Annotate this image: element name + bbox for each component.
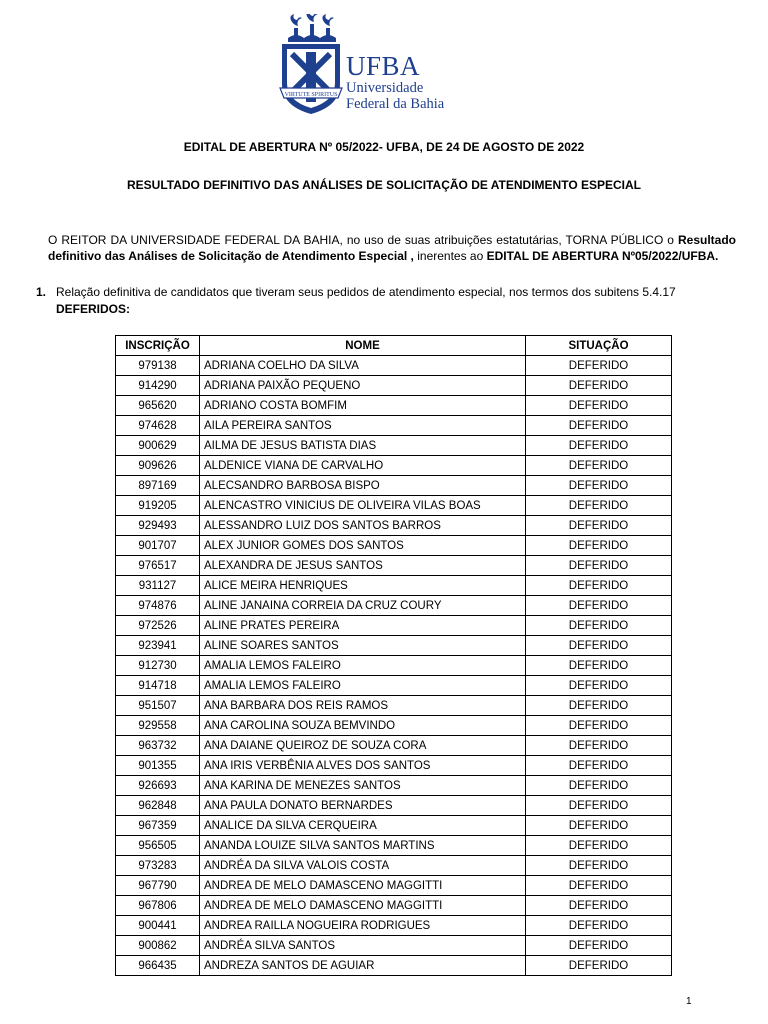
cell-nome: ANA PAULA DONATO BERNARDES bbox=[200, 796, 526, 816]
logo-ufba-text: UFBA bbox=[346, 51, 421, 81]
cell-nome: ALINE PRATES PEREIRA bbox=[200, 616, 526, 636]
cell-situacao: DEFERIDO bbox=[526, 756, 672, 776]
table-row bbox=[116, 876, 672, 896]
intro-text-1: O REITOR DA UNIVERSIDADE FEDERAL DA BAHIA, no uso de suas atribuições estatutárias, TORNA PÚBLICO o bbox=[48, 233, 674, 247]
table-row bbox=[116, 556, 672, 576]
table-row bbox=[116, 676, 672, 696]
table-row bbox=[116, 816, 672, 836]
cell-nome: ANA DAIANE QUEIROZ DE SOUZA CORA bbox=[200, 736, 526, 756]
cell-situacao: DEFERIDO bbox=[526, 376, 672, 396]
candidates-table bbox=[115, 335, 672, 976]
cell-nome: ADRIANA PAIXÃO PEQUENO bbox=[200, 376, 526, 396]
cell-inscricao: 966435 bbox=[116, 956, 200, 976]
cell-inscricao: 979138 bbox=[116, 356, 200, 376]
cell-situacao: DEFERIDO bbox=[526, 676, 672, 696]
item-status: DEFERIDOS: bbox=[56, 302, 131, 316]
edital-title: EDITAL DE ABERTURA Nº 05/2022- UFBA, DE 24 DE AGOSTO DE 2022 bbox=[183, 140, 585, 154]
table-row bbox=[116, 856, 672, 876]
cell-inscricao: 901355 bbox=[116, 756, 200, 776]
cell-situacao: DEFERIDO bbox=[526, 496, 672, 516]
cell-inscricao: 967806 bbox=[116, 896, 200, 916]
intro-text-4: EDITAL DE ABERTURA Nº05/2022/UFBA. bbox=[486, 249, 719, 263]
cell-nome: ADRIANA COELHO DA SILVA bbox=[200, 356, 526, 376]
cell-situacao: DEFERIDO bbox=[526, 736, 672, 756]
cell-nome: ANALICE DA SILVA CERQUEIRA bbox=[200, 816, 526, 836]
cell-nome: ALINE JANAINA CORREIA DA CRUZ COURY bbox=[200, 596, 526, 616]
cell-situacao: DEFERIDO bbox=[526, 956, 672, 976]
cell-inscricao: 900862 bbox=[116, 936, 200, 956]
cell-nome: ANDREA RAILLA NOGUEIRA RODRIGUES bbox=[200, 916, 526, 936]
cell-situacao: DEFERIDO bbox=[526, 436, 672, 456]
table-row bbox=[116, 916, 672, 936]
table-row bbox=[116, 636, 672, 656]
table-row bbox=[116, 936, 672, 956]
cell-inscricao: 951507 bbox=[116, 696, 200, 716]
cell-situacao: DEFERIDO bbox=[526, 796, 672, 816]
cell-nome: ALINE SOARES SANTOS bbox=[200, 636, 526, 656]
cell-situacao: DEFERIDO bbox=[526, 536, 672, 556]
cell-nome: ALDENICE VIANA DE CARVALHO bbox=[200, 456, 526, 476]
cell-situacao: DEFERIDO bbox=[526, 476, 672, 496]
cell-nome: ADRIANO COSTA BOMFIM bbox=[200, 396, 526, 416]
intro-text-2: Resultado definitivo das Análises de Solicitação de Atendimento Especial , bbox=[48, 233, 736, 263]
logo-line2: Federal da Bahia bbox=[346, 96, 445, 112]
cell-inscricao: 956505 bbox=[116, 836, 200, 856]
cell-nome: ANA CAROLINA SOUZA BEMVINDO bbox=[200, 716, 526, 736]
cell-inscricao: 974876 bbox=[116, 596, 200, 616]
table-row bbox=[116, 616, 672, 636]
cell-inscricao: 909626 bbox=[116, 456, 200, 476]
cell-situacao: DEFERIDO bbox=[526, 936, 672, 956]
cell-situacao: DEFERIDO bbox=[526, 716, 672, 736]
cell-inscricao: 900441 bbox=[116, 916, 200, 936]
cell-inscricao: 963732 bbox=[116, 736, 200, 756]
table-row bbox=[116, 456, 672, 476]
cell-inscricao: 914290 bbox=[116, 376, 200, 396]
cell-situacao: DEFERIDO bbox=[526, 636, 672, 656]
table-row bbox=[116, 356, 672, 376]
table-row bbox=[116, 376, 672, 396]
cell-inscricao: 919205 bbox=[116, 496, 200, 516]
cell-situacao: DEFERIDO bbox=[526, 576, 672, 596]
cell-nome: ANDRÉA SILVA SANTOS bbox=[200, 936, 526, 956]
logo-motto: VIRTUTE SPIRITUS bbox=[284, 92, 338, 98]
ufba-emblem-icon bbox=[278, 14, 344, 120]
cell-situacao: DEFERIDO bbox=[526, 916, 672, 936]
cell-situacao: DEFERIDO bbox=[526, 416, 672, 436]
cell-situacao: DEFERIDO bbox=[526, 836, 672, 856]
table-row bbox=[116, 756, 672, 776]
table-row bbox=[116, 656, 672, 676]
cell-inscricao: 923941 bbox=[116, 636, 200, 656]
cell-nome: ANDRÉA DA SILVA VALOIS COSTA bbox=[200, 856, 526, 876]
table-row bbox=[116, 496, 672, 516]
cell-situacao: DEFERIDO bbox=[526, 776, 672, 796]
cell-situacao: DEFERIDO bbox=[526, 896, 672, 916]
page-number: 1 bbox=[686, 996, 692, 1007]
cell-nome: ALEX JUNIOR GOMES DOS SANTOS bbox=[200, 536, 526, 556]
result-subtitle: RESULTADO DEFINITIVO DAS ANÁLISES DE SOLICITAÇÃO DE ATENDIMENTO ESPECIAL bbox=[126, 178, 642, 192]
item-number: 1. bbox=[36, 285, 47, 299]
table-row bbox=[116, 396, 672, 416]
cell-inscricao: 929558 bbox=[116, 716, 200, 736]
cell-nome: ANDREA DE MELO DAMASCENO MAGGITTI bbox=[200, 876, 526, 896]
cell-nome: AILA PEREIRA SANTOS bbox=[200, 416, 526, 436]
ufba-logo bbox=[278, 14, 478, 124]
cell-inscricao: 914718 bbox=[116, 676, 200, 696]
logo-line1: Universidade bbox=[346, 80, 424, 96]
cell-nome: AILMA DE JESUS BATISTA DIAS bbox=[200, 436, 526, 456]
cell-nome: ALESSANDRO LUIZ DOS SANTOS BARROS bbox=[200, 516, 526, 536]
cell-nome: ALICE MEIRA HENRIQUES bbox=[200, 576, 526, 596]
table-row bbox=[116, 956, 672, 976]
cell-nome: ANANDA LOUIZE SILVA SANTOS MARTINS bbox=[200, 836, 526, 856]
cell-situacao: DEFERIDO bbox=[526, 516, 672, 536]
cell-situacao: DEFERIDO bbox=[526, 356, 672, 376]
cell-inscricao: 929493 bbox=[116, 516, 200, 536]
table-row bbox=[116, 776, 672, 796]
cell-nome: ALEXANDRA DE JESUS SANTOS bbox=[200, 556, 526, 576]
table-row bbox=[116, 796, 672, 816]
cell-situacao: DEFERIDO bbox=[526, 656, 672, 676]
table-row bbox=[116, 436, 672, 456]
table-row bbox=[116, 576, 672, 596]
cell-nome: ALENCASTRO VINICIUS DE OLIVEIRA VILAS BOAS bbox=[200, 496, 526, 516]
cell-inscricao: 962848 bbox=[116, 796, 200, 816]
table-row bbox=[116, 896, 672, 916]
cell-inscricao: 972526 bbox=[116, 616, 200, 636]
table-row bbox=[116, 736, 672, 756]
cell-situacao: DEFERIDO bbox=[526, 596, 672, 616]
table-row bbox=[116, 716, 672, 736]
cell-nome: ANDREZA SANTOS DE AGUIAR bbox=[200, 956, 526, 976]
cell-nome: ANA IRIS VERBÊNIA ALVES DOS SANTOS bbox=[200, 756, 526, 776]
cell-inscricao: 926693 bbox=[116, 776, 200, 796]
table-row bbox=[116, 516, 672, 536]
table-row bbox=[116, 416, 672, 436]
cell-situacao: DEFERIDO bbox=[526, 856, 672, 876]
table-row bbox=[116, 596, 672, 616]
cell-nome: ANA KARINA DE MENEZES SANTOS bbox=[200, 776, 526, 796]
cell-inscricao: 973283 bbox=[116, 856, 200, 876]
cell-situacao: DEFERIDO bbox=[526, 456, 672, 476]
cell-inscricao: 901707 bbox=[116, 536, 200, 556]
cell-inscricao: 931127 bbox=[116, 576, 200, 596]
cell-nome: ANDREA DE MELO DAMASCENO MAGGITTI bbox=[200, 896, 526, 916]
cell-situacao: DEFERIDO bbox=[526, 696, 672, 716]
table-header-row bbox=[116, 336, 672, 356]
header-situacao: SITUAÇÃO bbox=[526, 336, 672, 356]
cell-situacao: DEFERIDO bbox=[526, 816, 672, 836]
cell-nome: ALECSANDRO BARBOSA BISPO bbox=[200, 476, 526, 496]
cell-situacao: DEFERIDO bbox=[526, 876, 672, 896]
cell-inscricao: 976517 bbox=[116, 556, 200, 576]
cell-situacao: DEFERIDO bbox=[526, 396, 672, 416]
table-row bbox=[116, 476, 672, 496]
cell-nome: AMALIA LEMOS FALEIRO bbox=[200, 656, 526, 676]
intro-paragraph bbox=[48, 232, 736, 264]
header-nome: NOME bbox=[200, 336, 526, 356]
cell-situacao: DEFERIDO bbox=[526, 556, 672, 576]
cell-inscricao: 967359 bbox=[116, 816, 200, 836]
cell-inscricao: 900629 bbox=[116, 436, 200, 456]
cell-nome: ANA BARBARA DOS REIS RAMOS bbox=[200, 696, 526, 716]
cell-nome: AMALIA LEMOS FALEIRO bbox=[200, 676, 526, 696]
header-inscricao: INSCRIÇÃO bbox=[116, 336, 200, 356]
cell-inscricao: 912730 bbox=[116, 656, 200, 676]
cell-inscricao: 897169 bbox=[116, 476, 200, 496]
table-row bbox=[116, 536, 672, 556]
cell-situacao: DEFERIDO bbox=[526, 616, 672, 636]
cell-inscricao: 974628 bbox=[116, 416, 200, 436]
table-row bbox=[116, 696, 672, 716]
cell-inscricao: 967790 bbox=[116, 876, 200, 896]
table-row bbox=[116, 836, 672, 856]
item-text: Relação definitiva de candidatos que tiveram seus pedidos de atendimento especial, nos termos dos subitens 5.4.17 bbox=[56, 285, 676, 299]
cell-inscricao: 965620 bbox=[116, 396, 200, 416]
intro-text-3: inerentes ao bbox=[417, 249, 484, 263]
